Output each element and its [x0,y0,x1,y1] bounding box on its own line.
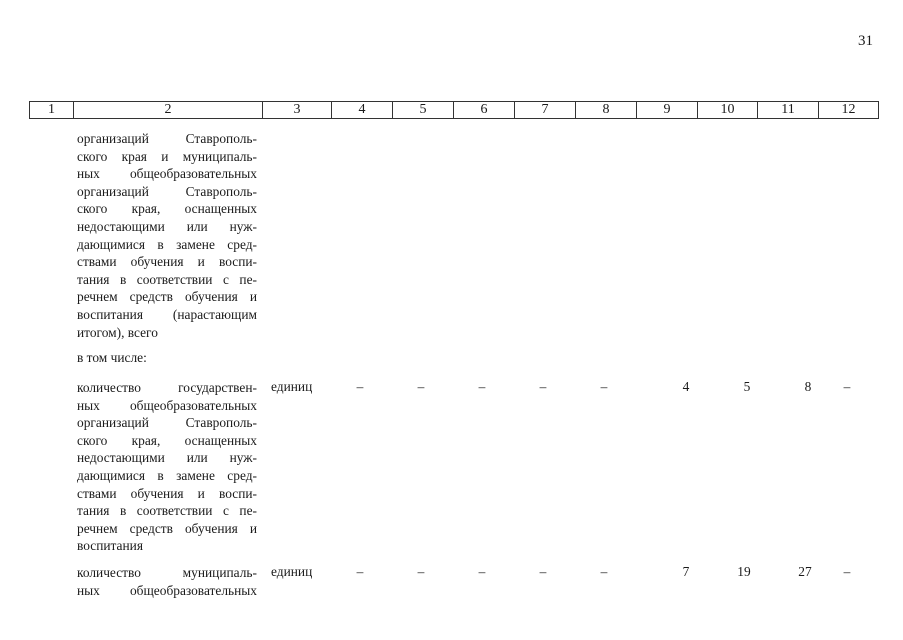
row-municipal-orgs-col7: – [539,564,547,579]
description-line: недостающими или нуж- [77,450,257,466]
row-state-orgs-col9: 4 [682,379,690,394]
description-line: ского края, оснащенных [77,201,257,217]
row-state-orgs-col4: – [356,379,364,394]
description-line: ского края и муниципаль- [77,148,257,164]
row-state-orgs-col5: – [417,379,425,394]
description-line: воспитания (нарастающим [77,306,257,322]
description-line: воспитания [77,538,143,554]
header-col-6: 6 [454,102,515,119]
description-line: ных общеобразовательных [77,166,257,182]
subheading-including: в том числе: [77,350,147,365]
description-line: организаций Ставрополь- [77,131,257,146]
row-municipal-orgs-col9: 7 [682,564,690,579]
header-col-1: 1 [30,102,74,119]
row-total-description [77,130,257,341]
description-line: недостающими или нуж- [77,218,257,234]
header-col-8: 8 [576,102,637,119]
description-line: тания в соответствии с пе- [77,503,257,519]
header-col-12: 12 [819,102,879,119]
header-col-10: 10 [698,102,758,119]
description-line: дающимися в замене сред- [77,467,257,483]
row-municipal-orgs-col12: – [843,564,851,579]
description-line: ных общеобразовательных [77,397,257,413]
description-line: ствами обучения и воспи- [77,485,257,501]
header-col-5: 5 [393,102,454,119]
description-line: организаций Ставрополь- [77,183,257,199]
row-state-orgs-col12: – [843,379,851,394]
description-line: речнем средств обучения и [77,289,257,305]
row-municipal-orgs-col10: 19 [737,564,751,579]
description-line: дающимися в замене сред- [77,236,257,252]
row-state-orgs-col8: – [600,379,608,394]
description-line: тания в соответствии с пе- [77,271,257,287]
header-col-11: 11 [758,102,819,119]
row-municipal-orgs-col6: – [478,564,486,579]
description-line: ных общеобразовательных [77,582,257,598]
row-state-orgs-description [77,379,257,555]
row-municipal-orgs-col5: – [417,564,425,579]
header-col-2: 2 [74,102,263,119]
page-number: 31 [858,33,873,49]
description-line: итогом), всего [77,324,158,340]
column-number-header [29,101,879,119]
description-line: количество государствен- [77,380,257,395]
row-municipal-orgs-col8: – [600,564,608,579]
description-line: ского края, оснащенных [77,432,257,448]
row-state-orgs-col10: 5 [743,379,751,394]
row-municipal-orgs-col11: 27 [798,564,812,579]
row-state-orgs-unit: единиц [271,379,313,394]
description-line: количество муниципаль- [77,565,257,580]
header-row [30,102,879,119]
row-municipal-orgs-unit: единиц [271,564,313,579]
row-state-orgs-col11: 8 [804,379,812,394]
header-col-4: 4 [332,102,393,119]
header-col-7: 7 [515,102,576,119]
row-state-orgs-col7: – [539,379,547,394]
header-col-9: 9 [637,102,698,119]
row-municipal-orgs-col4: – [356,564,364,579]
row-state-orgs-col6: – [478,379,486,394]
row-municipal-orgs-description [77,564,257,599]
header-col-3: 3 [263,102,332,119]
description-line: организаций Ставрополь- [77,415,257,431]
description-line: ствами обучения и воспи- [77,254,257,270]
description-line: речнем средств обучения и [77,520,257,536]
